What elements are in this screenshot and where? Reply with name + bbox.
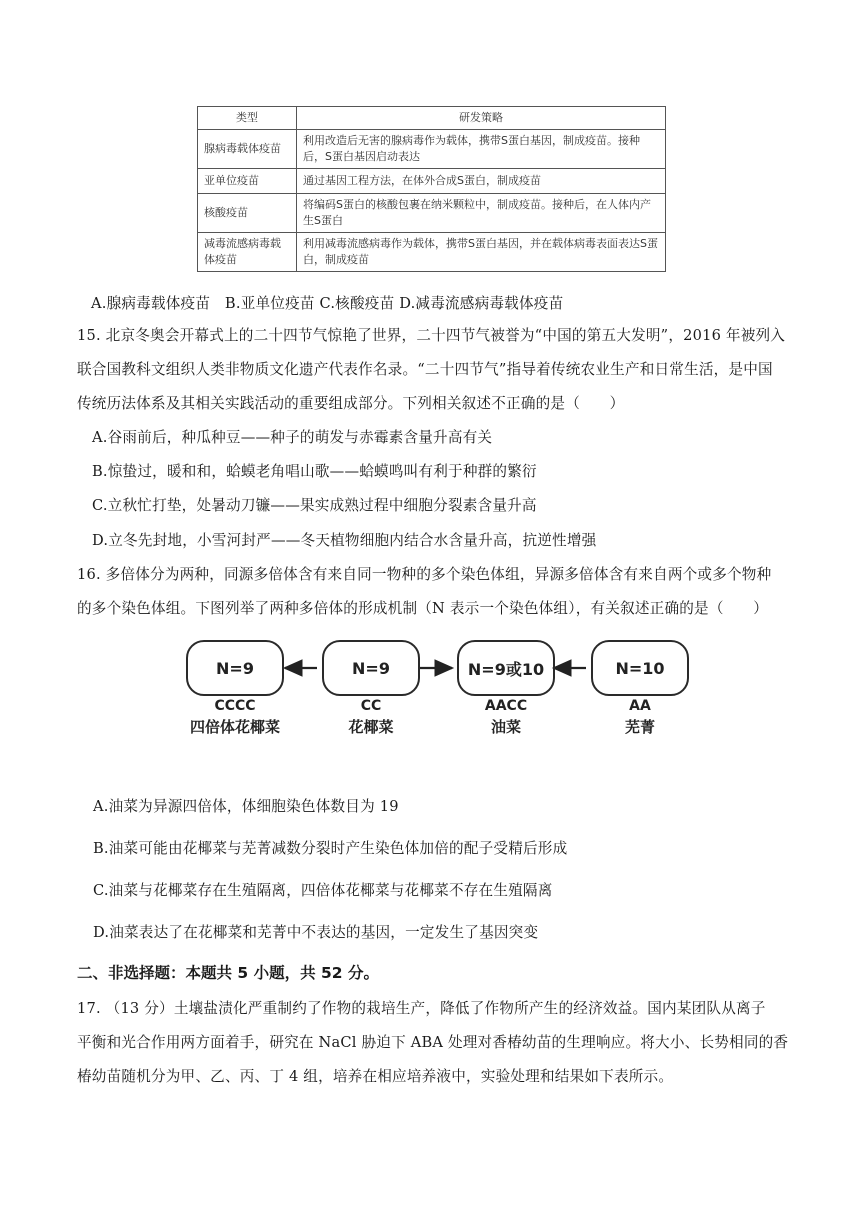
- node-cc-name: 花椰菜: [348, 718, 394, 736]
- q17-line-3: 椿幼苗随机分为甲、乙、丙、丁 4 组，培养在相应培养液中，实验处理和结果如下表所示。: [77, 1068, 674, 1085]
- table-cell-strategy: 将编码S蛋白的核酸包裹在纳米颗粒中，制成疫苗。接种后，在人体内产生S蛋白: [297, 194, 666, 233]
- q16-option-b: B.油菜可能由花椰菜与芜菁减数分裂时产生染色体加倍的配子受精后形成: [93, 840, 568, 857]
- q17-line-2: 平衡和光合作用两方面着手，研究在 NaCl 胁迫下 ABA 处理对香椿幼苗的生理响应。将大小、长势相同的香: [77, 1034, 789, 1051]
- q15-option-a: A.谷雨前后，种瓜种豆——种子的萌发与赤霉素含量升高有关: [92, 429, 493, 446]
- node-aa-code: AA: [629, 698, 651, 714]
- node-cc-n: N=9: [322, 640, 420, 696]
- q16-option-d: D.油菜表达了在花椰菜和芜菁中不表达的基因，一定发生了基因突变: [93, 924, 539, 941]
- table-header-row: [198, 107, 666, 130]
- q15-stem-line-3: 传统历法体系及其相关实践活动的重要组成部分。下列相关叙述不正确的是（ ）: [77, 395, 625, 412]
- section-2-title: 二、非选择题：本题共 5 小题，共 52 分。: [77, 964, 379, 982]
- table-header-type: 类型: [198, 107, 297, 130]
- node-cccc-n: N=9: [186, 640, 284, 696]
- q16-stem-line-1: 16. 多倍体分为两种，同源多倍体含有来自同一物种的多个染色体组，异源多倍体含有来自两个或多个物种: [77, 566, 772, 583]
- vaccine-strategy-table: [197, 106, 666, 272]
- table-cell-type: 核酸疫苗: [198, 194, 297, 233]
- node-aacc-n: N=9或10: [457, 640, 555, 696]
- q15-option-b: B.惊蛰过，暖和和，蛤蟆老角唱山歌——蛤蟆鸣叫有利于种群的繁衍: [92, 463, 537, 480]
- table-row: [198, 130, 666, 169]
- table-row: [198, 194, 666, 233]
- polyploid-diagram: [180, 630, 700, 740]
- node-aacc-name: 油菜: [490, 718, 521, 736]
- table-row: [198, 169, 666, 194]
- table-cell-strategy: 利用改造后无害的腺病毒作为载体，携带S蛋白基因，制成疫苗。接种后，S蛋白基因启动表达: [297, 130, 666, 169]
- table-cell-type: 腺病毒载体疫苗: [198, 130, 297, 169]
- q15-stem-line-1: 15. 北京冬奥会开幕式上的二十四节气惊艳了世界，二十四节气被誉为“中国的第五大发明”，2016 年被列入: [77, 327, 786, 344]
- table-cell-strategy: 通过基因工程方法，在体外合成S蛋白，制成疫苗: [297, 169, 666, 194]
- node-aa-name: 芜菁: [624, 718, 655, 736]
- q15-option-d: D.立冬先封地，小雪河封严——冬天植物细胞内结合水含量升高，抗逆性增强: [92, 532, 597, 549]
- node-cc-code: CC: [360, 698, 382, 714]
- node-cccc-code: CCCC: [214, 698, 256, 714]
- node-aacc-code: AACC: [484, 698, 528, 714]
- node-cccc-name: 四倍体花椰菜: [189, 718, 280, 736]
- q16-option-a: A.油菜为异源四倍体，体细胞染色体数目为 19: [93, 798, 399, 815]
- table-cell-strategy: 利用减毒流感病毒作为载体，携带S蛋白基因，并在载体病毒表面表达S蛋白，制成疫苗: [297, 233, 666, 272]
- q14-options: A.腺病毒载体疫苗 B.亚单位疫苗 C.核酸疫苗 D.减毒流感病毒载体疫苗: [91, 295, 564, 312]
- table-header-strategy: 研发策略: [297, 107, 666, 130]
- q16-option-c: C.油菜与花椰菜存在生殖隔离，四倍体花椰菜与花椰菜不存在生殖隔离: [93, 882, 553, 899]
- q16-stem-line-2: 的多个染色体组。下图列举了两种多倍体的形成机制（N 表示一个染色体组），有关叙述正确的是（ ）: [77, 600, 769, 617]
- node-aa-n: N=10: [591, 640, 689, 696]
- table-cell-type: 减毒流感病毒载体疫苗: [198, 233, 297, 272]
- q15-stem-line-2: 联合国教科文组织人类非物质文化遗产代表作名录。“二十四节气”指导着传统农业生产和日常生活，是中国: [77, 361, 773, 378]
- q17-line-1: 17. （13 分）土壤盐渍化严重制约了作物的栽培生产，降低了作物所产生的经济效益。国内某团队从离子: [77, 1000, 766, 1017]
- q15-option-c: C.立秋忙打垫，处暑动刀镰——果实成熟过程中细胞分裂素含量升高: [92, 497, 537, 514]
- table-row: [198, 233, 666, 272]
- table-cell-type: 亚单位疫苗: [198, 169, 297, 194]
